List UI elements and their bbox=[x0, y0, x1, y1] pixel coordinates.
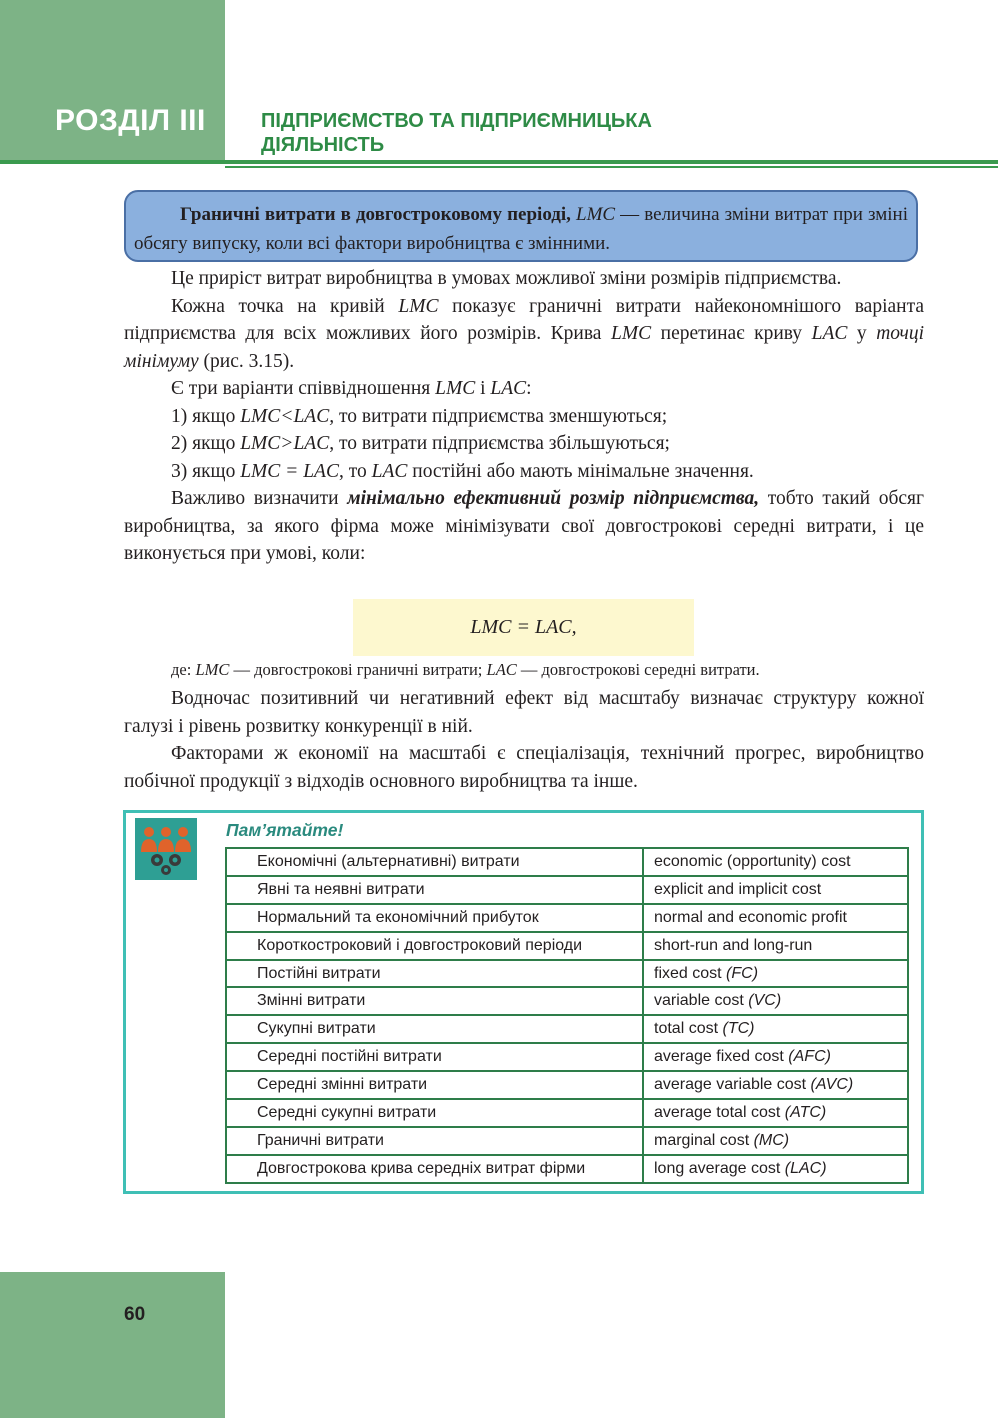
body-text-upper bbox=[124, 265, 924, 568]
term-ukrainian: Сукупні витрати bbox=[226, 1015, 643, 1043]
term-english: normal and economic profit bbox=[643, 904, 908, 932]
body-text-lower bbox=[124, 685, 924, 795]
footer-green-block bbox=[0, 1272, 225, 1418]
term-english: average variable cost (AVC) bbox=[643, 1071, 908, 1099]
table-row bbox=[226, 987, 908, 1015]
term-abbreviation: (ATC) bbox=[784, 1103, 827, 1121]
term-english: fixed cost (FC) bbox=[643, 960, 908, 988]
term-abbreviation: (TC) bbox=[722, 1020, 755, 1038]
term-english: long average cost (LAC) bbox=[643, 1155, 908, 1183]
chapter-title-line1: ПІДПРИЄМСТВО ТА ПІДПРИЄМНИЦЬКА bbox=[261, 110, 652, 132]
term-abbreviation: (AFC) bbox=[788, 1048, 831, 1066]
term-ukrainian: Нормальний та економічний прибуток bbox=[226, 904, 643, 932]
header-divider bbox=[0, 160, 998, 164]
terms-table bbox=[225, 847, 909, 1184]
term-english: average fixed cost (AFC) bbox=[643, 1043, 908, 1071]
term-english: short-run and long-run bbox=[643, 932, 908, 960]
paragraph: Це приріст витрат виробництва в умовах можливої зміни розмірів підприємства. bbox=[171, 268, 842, 289]
term-ukrainian: Середні постійні витрати bbox=[226, 1043, 643, 1071]
paragraph: Важливо визначити мінімально ефективний розмір підприємства, тобто такий обсяг виробництва, за якого фірма може мінімізувати свої довгострокові середні витрати, і це виконується при умові, коли: bbox=[124, 488, 924, 564]
formula-note: де: LMC — довгострокові граничні витрати; LAC — довгострокові середні витрати. bbox=[171, 660, 760, 679]
term-ukrainian: Граничні витрати bbox=[226, 1127, 643, 1155]
term-english: explicit and implicit cost bbox=[643, 876, 908, 904]
table-row bbox=[226, 1127, 908, 1155]
term-english: variable cost (VC) bbox=[643, 987, 908, 1015]
definition-abbr: LMC bbox=[576, 204, 616, 225]
term-ukrainian: Середні сукупні витрати bbox=[226, 1099, 643, 1127]
table-row bbox=[226, 876, 908, 904]
term-english: economic (opportunity) cost bbox=[643, 848, 908, 876]
people-gears-icon bbox=[135, 818, 197, 880]
page-number: 60 bbox=[124, 1304, 146, 1325]
term-ukrainian: Постійні витрати bbox=[226, 960, 643, 988]
definition-term: Граничні витрати в довгостроковому періоді, bbox=[180, 204, 571, 225]
term-abbreviation: (LAC) bbox=[784, 1159, 827, 1177]
table-row bbox=[226, 1155, 908, 1183]
remember-title: Пам’ятайте! bbox=[226, 820, 344, 840]
term-english: total cost (TC) bbox=[643, 1015, 908, 1043]
term-abbreviation: (AVC) bbox=[810, 1076, 854, 1094]
definition-text: — величина зміни витрат при зміні обсягу випуску, коли всі фактори виробництва є змінними. bbox=[134, 204, 909, 254]
paragraph: Кожна точка на кривій LMC показує граничні витрати найекономнішого варіанта підприємства для всіх можливих його розмірів. Крива LMC перетинає криву LAC у точці мінімуму (рис. 3.15). bbox=[124, 295, 924, 372]
list-item: 1) якщо LMC<LAC, то витрати підприємства зменшуються; bbox=[171, 405, 668, 427]
term-ukrainian: Явні та неявні витрати bbox=[226, 876, 643, 904]
term-abbreviation: (MC) bbox=[753, 1131, 790, 1149]
term-ukrainian: Короткостроковий і довгостроковий періоди bbox=[226, 932, 643, 960]
paragraph: Водночас позитивний чи негативний ефект від масштабу визначає структуру кожної галузі і рівень розвитку конкуренції в ній. bbox=[124, 688, 924, 737]
table-row bbox=[226, 932, 908, 960]
paragraph: Факторами ж економії на масштабі є спеціалізація, технічний прогрес, виробництво побічної продукції з відходів основного виробництва та інше. bbox=[124, 743, 924, 792]
table-row bbox=[226, 1043, 908, 1071]
term-abbreviation: (FC) bbox=[726, 964, 759, 982]
formula-box: LMC = LAC, bbox=[353, 599, 694, 656]
header-divider-thin bbox=[225, 166, 998, 168]
term-ukrainian: Змінні витрати bbox=[226, 987, 643, 1015]
term-abbreviation: (VC) bbox=[748, 992, 782, 1010]
table-row bbox=[226, 1015, 908, 1043]
definition-box bbox=[124, 190, 918, 262]
term-english: average total cost (ATC) bbox=[643, 1099, 908, 1127]
list-item: 2) якщо LMC>LAC, то витрати підприємства збільшуються; bbox=[171, 433, 670, 454]
term-ukrainian: Довгострокова крива середніх витрат фірми bbox=[226, 1155, 643, 1183]
paragraph: Є три варіанти співвідношення LMC і LAC: bbox=[171, 378, 532, 399]
table-row bbox=[226, 1099, 908, 1127]
table-row bbox=[226, 960, 908, 988]
chapter-title bbox=[261, 109, 821, 157]
section-label: РОЗДІЛ III bbox=[55, 104, 206, 137]
list-item: 3) якщо LMC = LAC, то LAC постійні або мають мінімальне значення. bbox=[171, 460, 754, 482]
table-row bbox=[226, 848, 908, 876]
term-ukrainian: Середні змінні витрати bbox=[226, 1071, 643, 1099]
chapter-title-line2: ДІЯЛЬНІСТЬ bbox=[261, 134, 385, 156]
table-row bbox=[226, 1071, 908, 1099]
term-ukrainian: Економічні (альтернативні) витрати bbox=[226, 848, 643, 876]
table-row bbox=[226, 904, 908, 932]
term-english: marginal cost (MC) bbox=[643, 1127, 908, 1155]
